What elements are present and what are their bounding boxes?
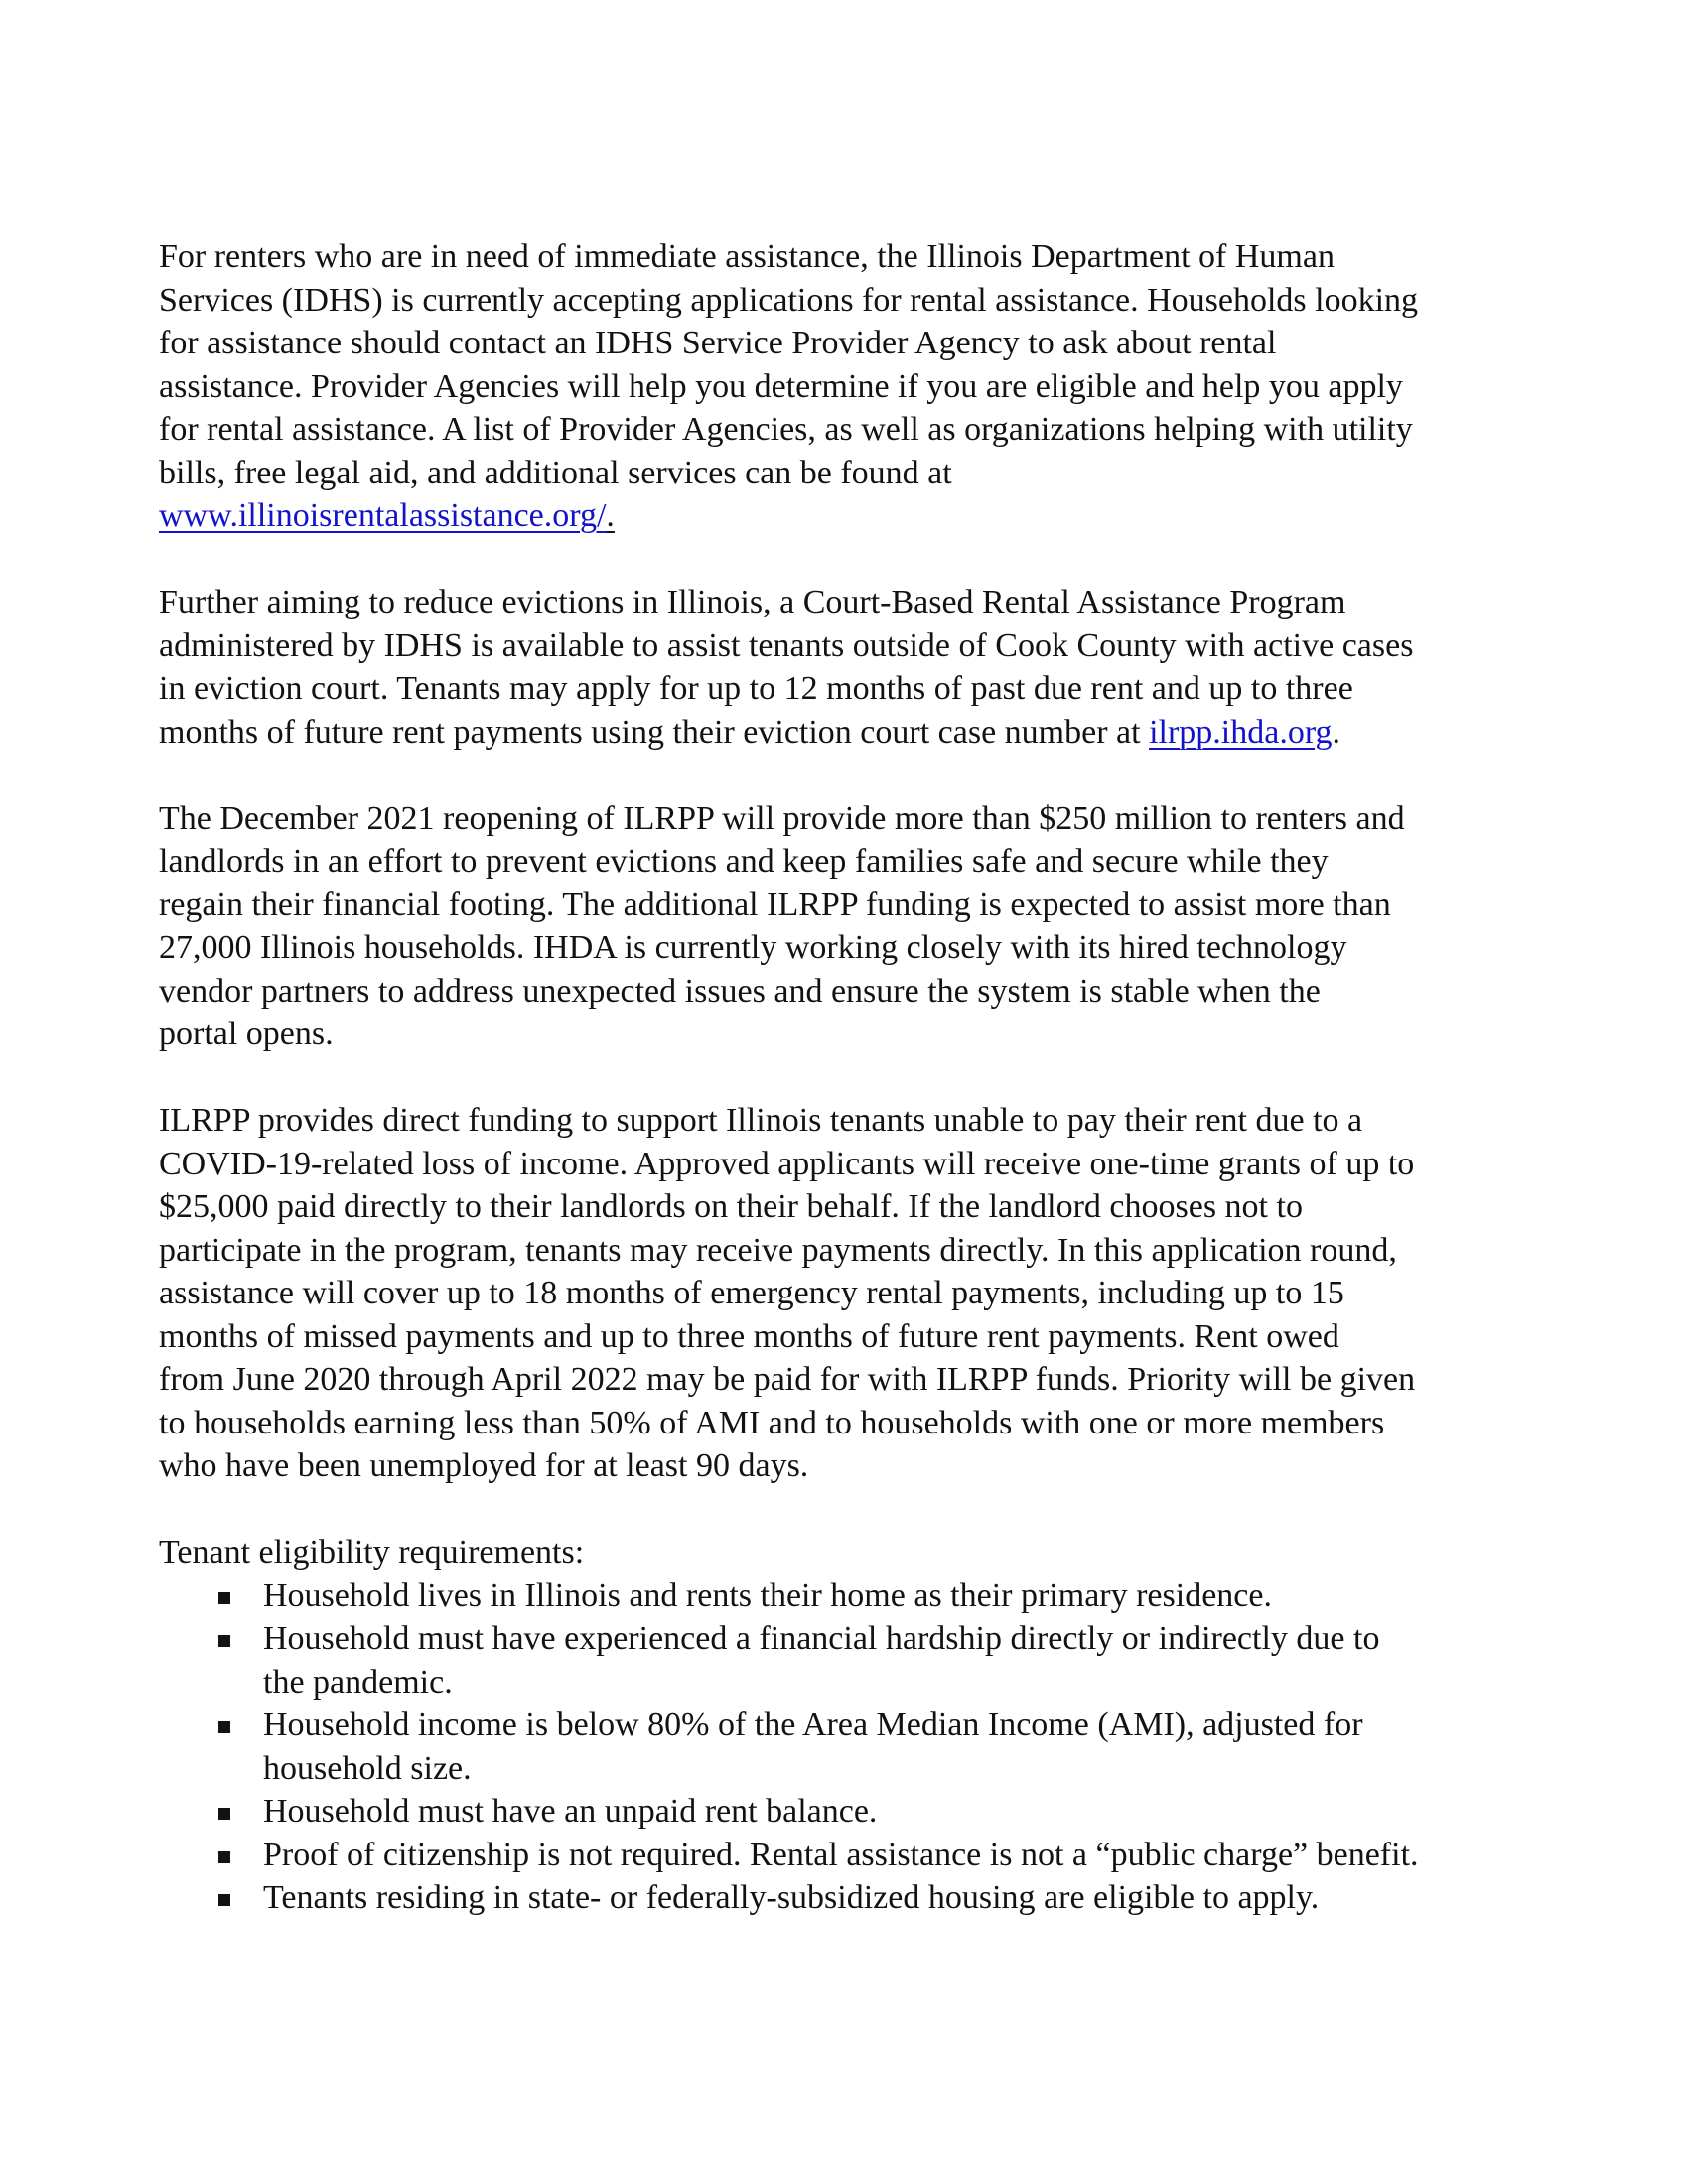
- text-line: [159, 1315, 1569, 1359]
- text-run: Household lives in Illinois and rents their home as their primary residence.: [263, 1576, 1272, 1614]
- text-line: [159, 235, 1569, 279]
- text-line: [159, 1143, 1569, 1186]
- text-line: [159, 970, 1569, 1014]
- text-run: administered by IDHS is available to assist tenants outside of Cook County with active cases: [159, 626, 1414, 664]
- text-line: [159, 408, 1569, 452]
- text-line: [159, 926, 1569, 970]
- text-line: [159, 797, 1569, 841]
- text-line: [159, 1272, 1569, 1315]
- text-line: [159, 884, 1569, 927]
- text-run: Proof of citizenship is not required. Rental assistance is not a “public charge” benefit.: [263, 1836, 1419, 1873]
- text-line: [263, 1574, 1272, 1618]
- text-run: The December 2021 reopening of ILRPP will provide more than $250 million to renters and: [159, 799, 1405, 837]
- text-line: [159, 667, 1569, 711]
- text-run: vendor partners to address unexpected issues and ensure the system is stable when the: [159, 972, 1321, 1010]
- text-run: assistance will cover up to 18 months of emergency rental payments, including up to 15: [159, 1275, 1344, 1311]
- bullet-square-icon: [218, 1635, 230, 1647]
- bullet-primary-residence: [159, 1574, 1569, 1618]
- text-run: months of missed payments and up to three months of future rent payments. Rent owed: [159, 1317, 1339, 1355]
- text-line: [159, 581, 1569, 624]
- text-line: [159, 1444, 1569, 1488]
- text-line: [159, 711, 1569, 754]
- bullet-text: [263, 1574, 1272, 1618]
- text-line: [263, 1661, 1379, 1705]
- text-line: [263, 1747, 1363, 1791]
- text-line: [159, 452, 1569, 495]
- text-run: portal opens.: [159, 1016, 334, 1052]
- bullet-subsidized-housing-eligible: [159, 1876, 1569, 1920]
- paragraph-idhs-rental-assistance: [159, 235, 1569, 538]
- text-run: participate in the program, tenants may receive payments directly. In this application round,: [159, 1231, 1397, 1269]
- text-line: [159, 1402, 1569, 1445]
- text-run: Tenants residing in state- or federally-subsidized housing are eligible to apply.: [263, 1879, 1320, 1916]
- text-run: 27,000 Illinois households. IHDA is currently working closely with its hired technology: [159, 929, 1347, 966]
- text-line: [159, 322, 1569, 365]
- text-line: [159, 494, 1569, 538]
- text-line: [159, 365, 1569, 409]
- text-run: in eviction court. Tenants may apply for up to 12 months of past due rent and up to three: [159, 670, 1353, 707]
- text-run: for rental assistance. A list of Provider Agencies, as well as organizations helping with utility: [159, 411, 1413, 448]
- text-run: to households earning less than 50% of AMI and to households with one or more members: [159, 1404, 1385, 1441]
- text-run: Services (IDHS) is currently accepting applications for rental assistance. Households looking: [159, 281, 1419, 319]
- bullet-income-below-80-ami: [159, 1704, 1569, 1790]
- text-line: [263, 1617, 1379, 1661]
- bullet-square-icon: [218, 1808, 230, 1820]
- text-run: Further aiming to reduce evictions in Illinois, a Court-Based Rental Assistance Program: [159, 584, 1346, 620]
- text-line: [263, 1834, 1419, 1877]
- bullet-square-icon: [218, 1851, 230, 1863]
- text-run: ILRPP provides direct funding to support Illinois tenants unable to pay their rent due to a: [159, 1102, 1363, 1139]
- link-trailing-period: .: [606, 497, 615, 534]
- text-line: [159, 1229, 1569, 1273]
- text-run: the pandemic.: [263, 1663, 453, 1701]
- sentence-period: .: [1332, 713, 1341, 751]
- heading-tenant-eligibility-requirements: [159, 1531, 1569, 1574]
- text-run: regain their financial footing. The additional ILRPP funding is expected to assist more than: [159, 886, 1391, 923]
- text-line: [159, 840, 1569, 884]
- text-line: [159, 1185, 1569, 1229]
- paragraph-court-based-program: [159, 581, 1569, 753]
- bullet-text: [263, 1617, 1379, 1704]
- text-run: household size.: [263, 1749, 472, 1787]
- text-run: assistance. Provider Agencies will help you determine if you are eligible and help you apply: [159, 367, 1403, 405]
- bullet-square-icon: [218, 1592, 230, 1604]
- text-line: [263, 1790, 877, 1834]
- text-line: [159, 1358, 1569, 1402]
- link-ilrpp-ihda[interactable]: ilrpp.ihda.org: [1149, 713, 1333, 751]
- bullet-square-icon: [218, 1721, 230, 1733]
- text-run: Household income is below 80% of the Area Median Income (AMI), adjusted for: [263, 1706, 1363, 1743]
- text-run: $25,000 paid directly to their landlords on their behalf. If the landlord chooses not to: [159, 1188, 1303, 1225]
- text-line: [159, 279, 1569, 323]
- bullet-text: [263, 1790, 877, 1834]
- text-line: [159, 1013, 1569, 1056]
- text-line: [159, 1099, 1569, 1143]
- text-run: for assistance should contact an IDHS Service Provider Agency to ask about rental: [159, 325, 1277, 361]
- text-run: Household must have an unpaid rent balance.: [263, 1793, 878, 1830]
- paragraph-december-2021-reopening: [159, 797, 1569, 1056]
- text-run: bills, free legal aid, and additional services can be found at: [159, 454, 952, 491]
- bullet-citizenship-not-required: [159, 1834, 1569, 1877]
- document-content: [159, 235, 1569, 1920]
- bullet-text: [263, 1834, 1419, 1877]
- text-line: [159, 624, 1569, 668]
- text-run: Household must have experienced a financial hardship directly or indirectly due to: [263, 1620, 1380, 1657]
- bullet-financial-hardship: [159, 1617, 1569, 1704]
- text-line: [263, 1704, 1363, 1747]
- text-run: Tenant eligibility requirements:: [159, 1534, 585, 1570]
- text-run: who have been unemployed for at least 90 days.: [159, 1447, 809, 1484]
- text-line: [159, 1531, 1569, 1574]
- text-run: For renters who are in need of immediate assistance, the Illinois Department of Human: [159, 238, 1335, 275]
- text-run: from June 2020 through April 2022 may be paid for with ILRPP funds. Priority will be given: [159, 1361, 1416, 1398]
- text-run: landlords in an effort to prevent evictions and keep families safe and secure while they: [159, 843, 1329, 880]
- bullet-unpaid-rent-balance: [159, 1790, 1569, 1834]
- text-line: [263, 1876, 1319, 1920]
- text-run: COVID-19-related loss of income. Approved applicants will receive one-time grants of up to: [159, 1145, 1415, 1182]
- link-illinoisrentalassistance[interactable]: www.illinoisrentalassistance.org/: [159, 497, 607, 534]
- bullet-text: [263, 1876, 1319, 1920]
- bullet-text: [263, 1704, 1363, 1790]
- text-run: months of future rent payments using their eviction court case number at: [159, 713, 1150, 751]
- paragraph-ilrpp-program-details: [159, 1099, 1569, 1488]
- bullet-square-icon: [218, 1894, 230, 1906]
